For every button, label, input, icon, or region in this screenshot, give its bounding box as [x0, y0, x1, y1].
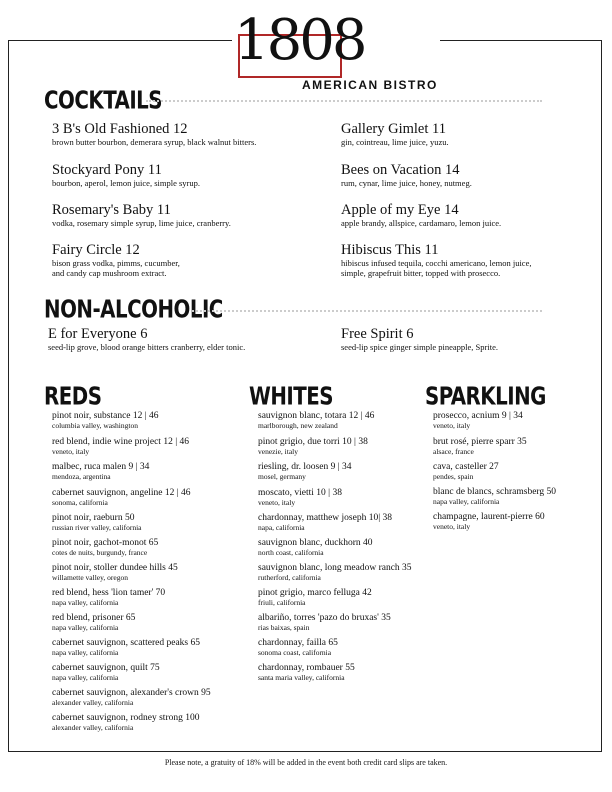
- wine-region: napa valley, california: [52, 598, 119, 607]
- wine-name: pinot noir, stoller dundee hills 45: [52, 563, 178, 573]
- wine-item: [52, 563, 178, 582]
- wine-region: napa valley, california: [52, 673, 119, 682]
- drink-name: Free Spirit 6: [341, 326, 414, 342]
- wine-region: sonoma, california: [52, 498, 108, 507]
- cocktail-name: Bees on Vacation 14: [341, 162, 460, 178]
- whites-heading: WHITES: [249, 382, 334, 412]
- wine-item: [433, 411, 523, 430]
- wine-name: cabernet sauvignon, angeline 12 | 46: [52, 488, 191, 498]
- wine-item: [52, 613, 135, 632]
- wine-item: [433, 512, 545, 531]
- wine-item: [433, 437, 527, 456]
- cocktail-name: Gallery Gimlet 11: [341, 121, 446, 137]
- wine-region: veneto, italy: [433, 522, 471, 531]
- wine-item: [52, 663, 160, 682]
- wine-item: [258, 437, 368, 456]
- cocktail-desc: hibiscus infused tequila, cocchi americano, lemon juice, simple, grapefruit bitter, topped with prosecco.: [341, 258, 532, 278]
- wine-name: red blend, hess 'lion tamer' 70: [52, 588, 166, 598]
- wine-item: [52, 713, 199, 732]
- cocktail-item: [52, 162, 200, 189]
- cocktail-item: [341, 242, 531, 278]
- wine-name: pinot grigio, marco felluga 42: [258, 588, 372, 598]
- wine-name: cabernet sauvignon, scattered peaks 65: [52, 638, 200, 648]
- wine-region: alsace, france: [433, 447, 474, 456]
- wine-item: [52, 638, 200, 657]
- gratuity-note: Please note, a gratuity of 18% will be added in the event both credit card slips are taken.: [164, 758, 448, 767]
- wine-name: red blend, indie wine project 12 | 46: [52, 437, 189, 447]
- cocktail-name: Stockyard Pony 11: [52, 162, 162, 178]
- wine-item: [52, 488, 191, 507]
- cocktails-heading: COCKTAILS: [44, 86, 163, 116]
- wine-name: brut rosé, pierre sparr 35: [433, 437, 527, 447]
- wine-region: russian river valley, california: [52, 523, 142, 532]
- wine-item: [258, 638, 338, 657]
- non-alcoholic-rule: [192, 310, 542, 312]
- wine-region: alexander valley, california: [52, 698, 134, 707]
- wine-region: pendes, spain: [433, 472, 474, 481]
- wine-name: pinot grigio, due torri 10 | 38: [258, 437, 368, 447]
- wine-item: [52, 462, 149, 481]
- wine-region: sonoma coast, california: [258, 648, 332, 657]
- wine-name: champagne, laurent-pierre 60: [433, 512, 545, 522]
- wine-item: [258, 488, 342, 507]
- wine-region: cotes de nuits, burgundy, france: [52, 548, 148, 557]
- wine-region: venezie, italy: [258, 447, 298, 456]
- cocktail-name: Fairy Circle 12: [52, 242, 140, 258]
- non-alcoholic-item: [341, 326, 498, 353]
- wine-name: chardonnay, rombauer 55: [258, 663, 355, 673]
- wine-name: riesling, dr. loosen 9 | 34: [258, 462, 352, 472]
- wine-item: [258, 462, 351, 481]
- wine-region: willamette valley, oregon: [52, 573, 128, 582]
- wine-name: cabernet sauvignon, alexander's crown 95: [52, 688, 211, 698]
- wine-region: napa, california: [258, 523, 305, 532]
- wine-item: [258, 411, 374, 430]
- wine-region: mosel, germany: [258, 472, 306, 481]
- cocktail-item: [341, 121, 449, 148]
- wine-item: [258, 588, 372, 607]
- wine-region: santa maria valley, california: [258, 673, 345, 682]
- wine-item: [433, 487, 556, 506]
- cocktail-name: Apple of my Eye 14: [341, 202, 459, 218]
- non-alcoholic-item: [48, 326, 245, 353]
- reds-heading: REDS: [44, 382, 102, 412]
- wine-item: [433, 462, 499, 481]
- cocktail-desc: rum, cynar, lime juice, honey, nutmeg.: [341, 178, 472, 188]
- cocktails-rule: [146, 100, 542, 102]
- sparkling-heading: SPARKLING: [425, 382, 546, 412]
- wine-name: sauvignon blanc, duckhorn 40: [258, 538, 373, 548]
- wine-region: veneto, italy: [433, 421, 471, 430]
- cocktail-name: Rosemary's Baby 11: [52, 202, 171, 218]
- cocktail-desc: gin, cointreau, lime juice, yuzu.: [341, 137, 449, 147]
- cocktail-item: [52, 121, 256, 148]
- wine-item: [52, 588, 165, 607]
- cocktail-name: 3 B's Old Fashioned 12: [52, 121, 188, 137]
- wine-region: veneto, italy: [52, 447, 90, 456]
- drink-name: E for Everyone 6: [48, 326, 148, 342]
- wine-name: prosecco, acnium 9 | 34: [433, 411, 523, 421]
- wine-region: napa valley, california: [52, 623, 119, 632]
- wine-name: cabernet sauvignon, rodney strong 100: [52, 713, 200, 723]
- wine-region: napa valley, california: [433, 497, 500, 506]
- wine-name: albariño, torres 'pazo do bruxas' 35: [258, 613, 391, 623]
- wine-name: sauvignon blanc, long meadow ranch 35: [258, 563, 412, 573]
- wine-name: blanc de blancs, schramsberg 50: [433, 487, 557, 497]
- cocktail-name: Hibiscus This 11: [341, 242, 439, 258]
- wine-region: rutherford, california: [258, 573, 321, 582]
- wine-name: chardonnay, matthew joseph 10| 38: [258, 513, 392, 523]
- wine-name: malbec, ruca malen 9 | 34: [52, 462, 150, 472]
- wine-item: [258, 513, 392, 532]
- wine-item: [52, 437, 189, 456]
- wine-region: marlborough, new zealand: [258, 421, 338, 430]
- wine-name: cava, casteller 27: [433, 462, 499, 472]
- wine-region: columbia valley, washington: [52, 421, 138, 430]
- wine-region: rias baixas, spain: [258, 623, 310, 632]
- wine-name: cabernet sauvignon, quilt 75: [52, 663, 160, 673]
- wine-region: mendoza, argentina: [52, 472, 111, 481]
- cocktail-desc: brown butter bourbon, demerara syrup, black walnut bitters.: [52, 137, 257, 147]
- drink-desc: seed-lip spice ginger simple pineapple, Sprite.: [341, 342, 498, 352]
- wine-item: [52, 688, 211, 707]
- cocktail-item: [341, 202, 501, 229]
- wine-name: pinot noir, gachot-monot 65: [52, 538, 159, 548]
- cocktail-desc: vodka, rosemary simple syrup, lime juice, cranberry.: [52, 218, 231, 228]
- cocktail-desc: bison grass vodka, pimms, cucumber, and candy cap mushroom extract.: [52, 258, 180, 278]
- logo-subtitle: AMERICAN BISTRO: [302, 78, 438, 92]
- wine-region: napa valley, california: [52, 648, 119, 657]
- cocktail-item: [52, 242, 180, 278]
- wine-item: [258, 563, 412, 582]
- wine-name: pinot noir, raeburn 50: [52, 513, 135, 523]
- wine-region: north coast, california: [258, 548, 324, 557]
- logo: [232, 8, 440, 92]
- cocktail-desc: apple brandy, allspice, cardamaro, lemon juice.: [341, 218, 502, 228]
- wine-region: alexander valley, california: [52, 723, 134, 732]
- wine-item: [258, 663, 355, 682]
- wine-region: veneto, italy: [258, 498, 296, 507]
- wine-name: pinot noir, substance 12 | 46: [52, 411, 159, 421]
- logo-number: 1808: [234, 8, 365, 73]
- cocktail-item: [341, 162, 472, 189]
- wine-name: chardonnay, failla 65: [258, 638, 338, 648]
- wine-name: sauvignon blanc, totara 12 | 46: [258, 411, 375, 421]
- wine-item: [258, 613, 391, 632]
- wine-name: red blend, prisoner 65: [52, 613, 136, 623]
- wine-item: [52, 538, 158, 557]
- drink-desc: seed-lip grove, blood orange bitters cranberry, elder tonic.: [48, 342, 246, 352]
- cocktail-desc: bourbon, aperol, lemon juice, simple syrup.: [52, 178, 201, 188]
- non-alcoholic-heading: NON-ALCOHOLIC: [44, 295, 223, 325]
- wine-region: friuli, california: [258, 598, 306, 607]
- cocktail-item: [52, 202, 231, 229]
- wine-item: [52, 411, 159, 430]
- wine-item: [52, 513, 141, 532]
- wine-name: moscato, vietti 10 | 38: [258, 488, 342, 498]
- wine-item: [258, 538, 373, 557]
